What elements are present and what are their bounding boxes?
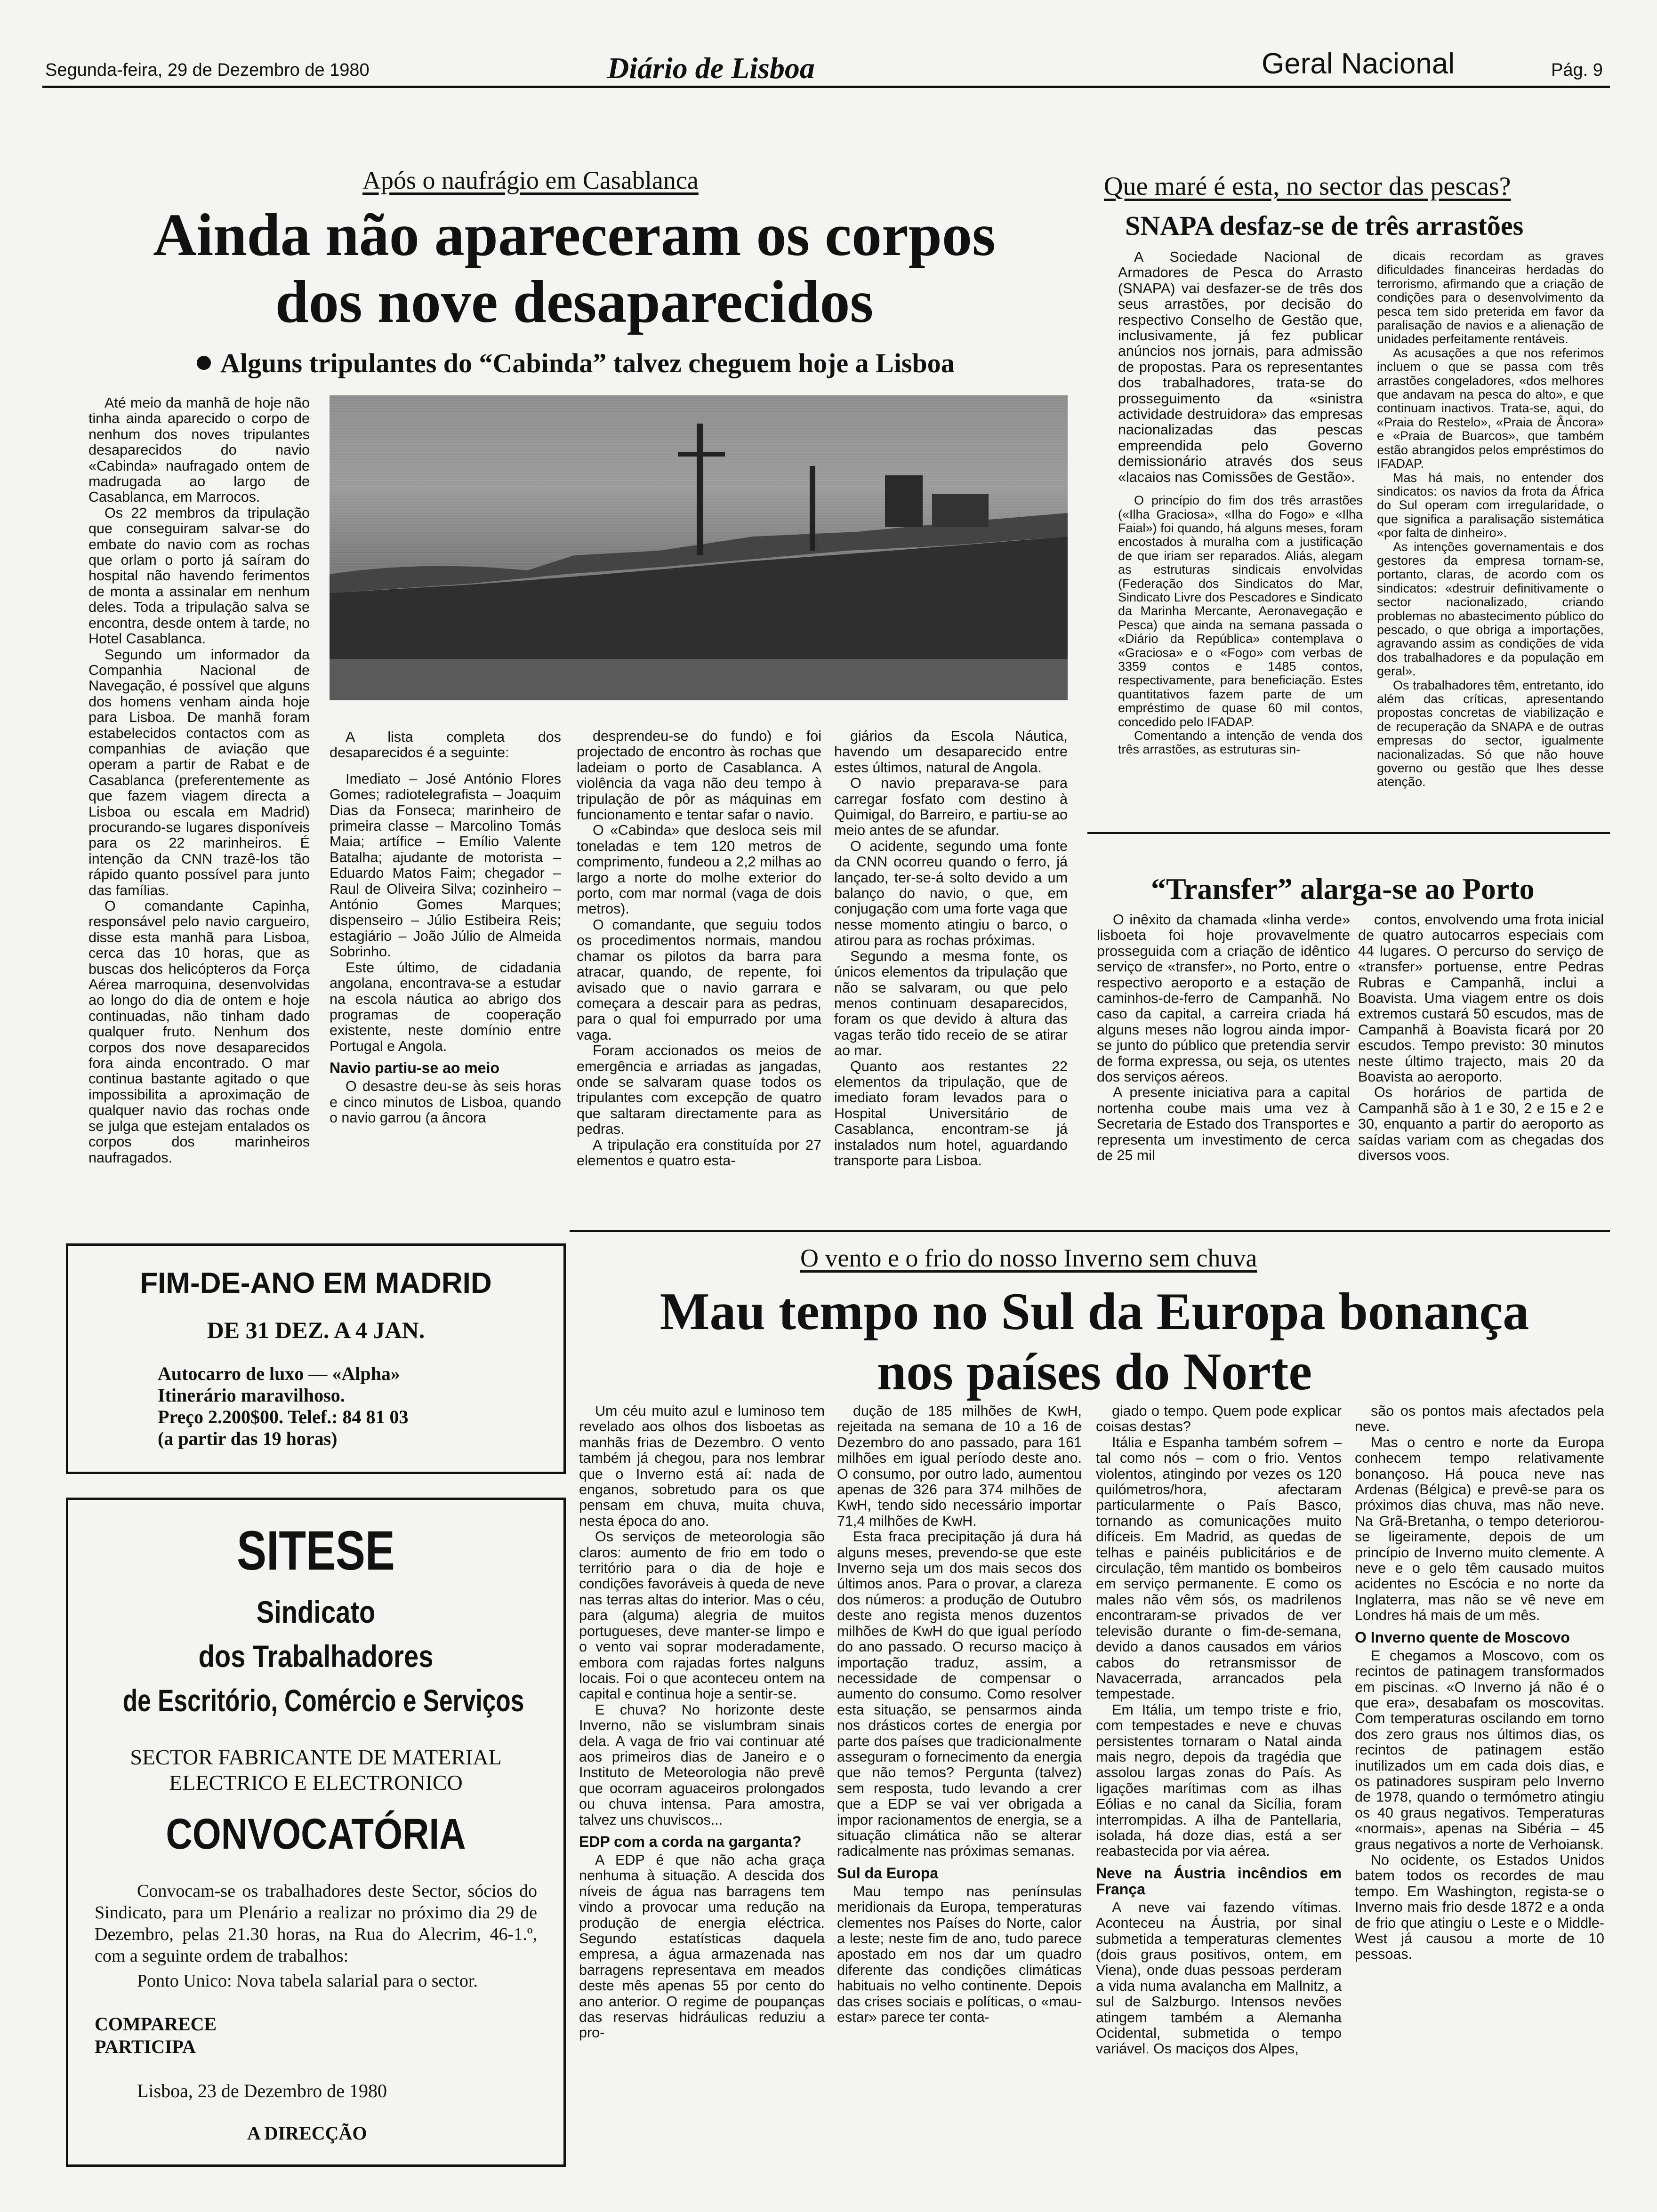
page-number: Pág. 9 xyxy=(1551,60,1603,80)
bullet-icon xyxy=(197,356,211,370)
article2-col1: A Sociedade Nacional de Armadores de Pesca do Arrasto (SNAPA) vai desfazer-se de três dos seus arrastões, por decisão do respectivo Conselho de Gestão que, inclusivamente, já fez publicar anúncios nos jornais, para admissão de propostas. Para os representantes dos trabalhadores, trata-se do prosseguimento da «sinistra actividade destruidora» das empresas nacionalizadas das pescas empreendida pelo Governo demissionário através dos seus «lacaios nas Comissões de Gestão». O princípio do fim dos três arrastões («Ilha Graciosa», «Ilha do Fogo» e «Ilha Faial») foi quando, há alguns meses, foram encostados à muralha com a justificação de que iriam ser reparados. Aliás, alegam as estruturas sindicais envolvidas (Federação dos Sindicatos do Mar, Sindicato Livre dos Pescadores e Sindicato da Marinha Mercante, Aeronavegação e Pesca) que ainda na semana passada o «Diário da República» contemplava o «Graciosa» e o «Fogo» com verbas de 3359 contos e 1485 contos, respectivamente, para beneficiação. Estes quantitativos fazem parte de um empréstimo de quase 60 mil contos, concedido pelo IFADAP. Comentando a intenção de venda dos três arrastões, as estruturas sin- xyxy=(1118,249,1363,757)
article2-kicker: Que maré é esta, no sector das pescas? xyxy=(1104,172,1511,201)
article4-kicker: O vento e o frio do nosso Inverno sem chuva xyxy=(800,1244,1257,1272)
article2-col2: dicais recordam as graves dificuldades financeiras herdadas do terrorismo, afirmando que a criação de condições para o desenvolvimento da pesca tem sido preterida em favor da paralisação de navios e a alienação de unidades perfeitamente rentáveis. As acusações a que nos referimos incluem o que se passa com três arrastões congeladores, «dos melhores que andavam na pesca do alto», e que continuam inactivos. Trata-se, aqui, do «Praia do Restelo», «Praia de Âncora» e «Praia de Buarcos», que também estão abrangidos pelos empréstimos do IFADAP. Mas há mais, no entender dos sindicatos: os navios da frota da África do Sul operam com irregularidade, o que significa a paralisação sistemática «por falta de dinheiro». As intenções governamentais e dos gestores da empresa tornam-se, portanto, claras, de acordo com os sindicatos: «destruir definitivamente o sector nacionalizado, criando problemas no abastecimento público do pescado, o que obriga a importações, agravando assim as condições de vida dos trabalhadores e da população em geral». Os trabalhadores têm, entretanto, ido além das críticas, apresentando propostas concretas de viabilização e de recuperação da SNAPA e de outras empresas do sector, igualmente nacionalizadas. Só que não houve governo ou gestão que lhes desse atenção. xyxy=(1377,249,1604,789)
ad-madrid-line1: Autocarro de luxo — «Alpha» xyxy=(158,1363,400,1384)
ad-madrid-title: FIM-DE-ANO EM MADRID xyxy=(140,1267,492,1299)
ad-madrid xyxy=(66,1243,566,1474)
ship-photo xyxy=(330,395,1068,700)
article1-subhead: Alguns tripulantes do “Cabinda” talvez cheguem hoje a Lisboa xyxy=(220,348,955,378)
article4-col3: giado o tempo. Quem pode explicar coisas destas? Itália e Espanha também sofrem – tal como nós – com o frio. Ventos violentos, atingindo por vezes os 120 quilómetros/hora, afectaram particularmente o País Basco, tornando as comunicações muito difíceis. Em Madrid, as quedas de telhas e painéis publicitários e de circulação, têm mantido os bombeiros em serviço permanente. E como os males não vêm sós, os madrilenos encontraram-se privados de ver televisão durante o fim-de-semana, devido a danos causados em vários cabos do retransmissor de Navacerrada, arrancados pela tempestade. Em Itália, um tempo triste e frio, com tempestades e neve e chuvas persistentes tornaram o Natal ainda mais negro, depois da tragédia que assolou largas zonas do País. As ligações marítimas com as ilhas Eólias e no canal da Sicília, foram interrompidas. A ilha de Pantellaria, isolada, há doze dias, está a ser reabastecida por via aérea. Neve na Áustria incêndios em França A neve vai fazendo vítimas. Aconteceu na Áustria, por sinal submetida a temperaturas clementes (dois graus positivos, ontem, em Viena), onde duas pessoas perderam a vida numa avalancha em Mallnitz, a sul de Salzburgo. Intensos nevões atingem também a Alemanha Ocidental, submetida o tempo variável. Os maciços dos Alpes, xyxy=(1096,1403,1342,2057)
article4-headline-line2: nos países do Norte xyxy=(877,1343,1312,1401)
ad-madrid-line3: Preço 2.200$00. Telef.: 84 81 03 xyxy=(158,1406,409,1427)
page-date: Segunda-feira, 29 de Dezembro de 1980 xyxy=(45,60,370,80)
ad-sitese-sign: A DIRECÇÃO xyxy=(247,2123,367,2144)
ad-sitese-sector2: ELECTRICO E ELECTRONICO xyxy=(169,1771,463,1795)
article3-col2: contos, envolvendo uma frota inicial de quatro autocarros especiais com 44 lugares. O percurso do serviço de «transfer» portuense, entre Pedras Rubras e Campanhã, inclui a Boavista. Uma viagem entre os dois extremos custará 50 escudos, mas de Campanhã à Boavista ficará por 20 escudos. Tempo previsto: 30 minutos neste último trajecto, mais 20 da Boavista ao aeroporto. Os horários de partida de Campanhã são à 1 e 30, 2 e 15 e 2 e 30, enquanto a partir do aeroporto as saídas variam com as chegadas dos diversos voos. xyxy=(1358,912,1604,1164)
ad-sitese xyxy=(66,1498,566,2167)
newspaper-name: Diário de Lisboa xyxy=(607,51,815,85)
ad-sitese-order: Ponto Unico: Nova tabela salarial para o sector. xyxy=(137,1971,478,1991)
ad-madrid-line2: Itinerário maravilhoso. xyxy=(158,1385,345,1406)
article1-col3: desprendeu-se do fundo) e foi projectado de encontro às rochas que ladeiam o porto de Casablanca. A violência da vaga não deu tempo à tripulação de pôr as máquinas em funcionamento e tentar safar o navio. O «Cabinda» que desloca seis mil toneladas e tem 120 metros de comprimento, fundeou a 2,2 milhas ao largo a norte do molhe exterior do porto, com mar normal (vaga de dois metros). O comandante, que seguiu todos os procedimentos normais, mandou chamar os pilotos da barra para atracar, quando, de repente, foi avisado que o navio garrara e começara a descair para as pedras, para o qual foi empurrado por uma vaga. Foram accionados os meios de emergência e arriadas as jangadas, onde se salvaram quase todos os tripulantes com excepção de quatro que saltaram directamente para as pedras. A tripulação era constituída por 27 elementos e quatro esta- xyxy=(577,729,821,1169)
article1-kicker: Após o naufrágio em Casablanca xyxy=(362,166,699,194)
ad-madrid-line4: (a partir das 19 horas) xyxy=(158,1428,338,1449)
article4-col4-subhead: O Inverno quente de Moscovo xyxy=(1355,1628,1570,1646)
ad-sitese-comparece: COMPARECE xyxy=(95,2013,217,2035)
article4-col3-subhead: Neve na Áustria incêndios em França xyxy=(1096,1864,1342,1898)
article1-col4: giários da Escola Náutica, havendo um desaparecido entre estes últimos, natural de Angola. O navio preparava-se para carregar fosfato com destino à Quimigal, do Barreiro, e partiu-se ao meio antes de se afundar. O acidente, segundo uma fonte da CNN ocorreu quando o ferro, já lançado, ter-se-á solto devido a um balanço do navio, o que, em conjugação com uma forte vaga que nesse momento atingiu o barco, o atirou para as rochas próximas. Segundo a mesma fonte, os únicos elementos da tripulação que não se salvaram, ou que pelo menos continuam desaparecidos, foram os que devido à altura das vagas terão tido receio de se atirar ao mar. Quanto aos restantes 22 elementos da tripulação, que de imediato foram levados para o Hospital Universitário de Casablanca, encontram-se já instalados num hotel, aguardando transporte para Lisboa. xyxy=(834,729,1068,1169)
ad-sitese-participa: PARTICIPA xyxy=(95,2036,196,2057)
lower-divider xyxy=(570,1230,1610,1232)
article1-col1: Até meio da manhã de hoje não tinha ainda aparecido o corpo de nenhum dos noves tripulantes desaparecidos do navio «Cabinda» naufragado ontem de madrugada ao largo de Casablanca, em Marrocos. Os 22 membros da tripulação que conseguiram salvar-se do embate do navio com as rochas que orlam o porto já saíram do hospital não havendo ferimentos de monta a assinalar em nenhum deles. Toda a tripulação salva se encontra, desde ontem à tarde, no Hotel Casablanca. Segundo um informador da Companhia Nacional de Navegação, é possível que alguns dos homens venham ainda hoje para Lisboa. De manhã foram estabelecidos contactos com as companhias de aviação que operam a partir de Rabat e de Casablanca (preferentemente as que fazem viagem directa a Lisboa ou escala em Madrid) procurando-se lugares disponíveis para os 22 marinheiros. É intenção da CNN trazê-los tão rápido quanto possível para junto das famílias. O comandante Capinha, responsável pelo navio cargueiro, disse esta manhã para Lisboa, cerca das 10 horas, que as buscas dos helicópteros da Força Aérea marroquina, desenvolvidas ao longo do dia de ontem e hoje continuadas, não tinham dado qualquer fruto. Nenhum dos corpos dos nove desaparecidos fora ainda encontrado. O mar continua bastante agitado o que impossibilita a aproximação de qualquer navio das rochas onde se julga que estejam entalados os corpos dos marinheiros naufragados. xyxy=(88,395,310,1166)
ship-silhouette-icon xyxy=(330,395,1068,700)
ad-sitese-convocatoria: CONVOCATÓRIA xyxy=(166,1810,466,1858)
article4-col2: dução de 185 milhões de KwH, rejeitada na semana de 10 a 16 de Dezembro do ano passado, para 161 milhões em igual período deste ano. O consumo, por outro lado, aumentou apenas de 326 para 374 milhões de KwH, tendo sido necessário importar 71,4 milhões de KwH. Esta fraca precipitação já dura há alguns meses, prevendo-se que este Inverno seja um dos mais secos dos últimos anos. Para o provar, a clareza dos números: a produção de Outubro deste ano regista menos duzentos milhões de KwH do que igual período do ano passado. O recurso maciço à importação traduz, assim, a necessidade de compensar o aumento do consumo. Como resolver esta situação, se pensarmos ainda nos drásticos cortes de energia por parte dos países que tradicionalmente asseguram o fornecimento da energia que não temos? Pergunta (talvez) sem resposta, tudo levando a crer que a EDP se vai ver obrigada a impor racionamentos de energia, se a situação climática não se alterar radicalmente nas próximas semanas. Sul da Europa Mau tempo nas penínsulas meridionais da Europa, temperaturas clementes nos Países do Norte, calor a leste; neste fim de ano, tudo parece apostado em nos dar um quadro diferente das condições climáticas habituais no velho continente. Depois das crises sociais e políticas, o «mau-estar» parece ter conta- xyxy=(837,1403,1082,2026)
article4-col2-subhead: Sul da Europa xyxy=(837,1864,939,1882)
ad-sitese-line3: de Escritório, Comércio e Serviços xyxy=(122,1683,524,1718)
article4-col1-subhead: EDP com a corda na garganta? xyxy=(579,1833,802,1850)
article3-col1: O inêxito da chamada «linha verde» lisboeta foi hoje provavelmente prosseguida com a criação de idêntico serviço de «transfer», no Porto, entre o respectivo aeroporto e a estação de caminhos-de-ferro de Campanhã. No caso da capital, a carreira criada há alguns meses não logrou ainda impor-se junto do público que pretendia servir de forma expressa, ou seja, os utentes dos serviços aéreos. A presente iniciativa para a capital nortenha coube mais uma vez à Secretaria de Estado dos Transportes e representa um investimento de cerca de 25 mil xyxy=(1097,912,1350,1164)
ad-sitese-date: Lisboa, 23 de Dezembro de 1980 xyxy=(137,2080,387,2101)
ad-sitese-sector1: SECTOR FABRICANTE DE MATERIAL xyxy=(130,1745,502,1769)
ad-sitese-line1: Sindicato xyxy=(256,1595,376,1629)
ad-sitese-title: SITESE xyxy=(237,1520,395,1582)
masthead-rule xyxy=(42,86,1610,88)
section-name: Geral Nacional xyxy=(1262,48,1455,80)
article1-headline-line1: Ainda não apareceram os corpos xyxy=(153,201,996,268)
article4-col1: Um céu muito azul e luminoso tem revelado aos olhos dos lisboetas as manhãs frias de Dezembro. O vento também já chegou, para nos lembrar que o Inverno está aí: nada de enganos, sobretudo para os que pensam em chuva, muita chuva, nesta época do ano. Os serviços de meteorologia são claros: aumento de frio em todo o território para o dia de hoje e condições favoráveis à queda de neve nas terras altas do interior. Mas o céu, para (alguma) alegria de muitos portugueses, deve manter-se limpo e o vento vai soprar moderadamente, embora com rajadas fortes nalguns locais. Foi o que aconteceu ontem na capital e continua hoje a sentir-se. E chuva? No horizonte deste Inverno, não se vislumbram sinais dela. A vaga de frio vai continuar até aos primeiros dias de Janeiro e o Instituto de Meteorologia não prevê que ocorram aguaceiros prolongados ou chuva intensa. Para amostra, talvez uns chuviscos... EDP com a corda na garganta? A EDP é que não acha graça nenhuma à situação. A descida dos níveis de água nas barragens tem vindo a provocar uma redução na produção de energia eléctrica. Segundo estatísticas daquela empresa, a água armazenada nas barragens representava em meados deste mês apenas 55 por cento do ano anterior. O regime de poupanças das reservas hidráulicas reduziu a pro- xyxy=(579,1403,825,2041)
article1-col2-subhead: Navio partiu-se ao meio xyxy=(330,1059,499,1077)
article3-headline: “Transfer” alarga-se ao Porto xyxy=(1151,872,1535,906)
article2-bottom-rule xyxy=(1087,832,1610,834)
ad-sitese-body: Convocam-se os trabalhadores deste Sector, sócios do Sindicato, para um Plenário a realizar no próximo dia 29 de Dezembro, pelas 21.30 horas, na Rua do Alecrim, 46-1.º, com a seguinte ordem de trabalhos: xyxy=(95,1881,537,1966)
article1-col2: A lista completa dos desaparecidos é a seguinte: Imediato – José António Flores Gomes; radiotelegrafista – Joaquim Dias da Fonseca; marinheiro de primeira classe – Marcolino Tomás Maia; artífice – Emílio Valente Batalha; ajudante de motorista – Eduardo Matos Faim; chegador – Raul de Oliveira Silva; cozinheiro – António Gomes Marques; dispenseiro – Júlio Estibeira Reis; estagiário – João Júlio de Almeida Sobrinho. Este último, de cidadania angolana, encontrava-se a estudar na escola náutica ao abrigo dos programas de cooperação existente, neste domínio entre Portugal e Angola. Navio partiu-se ao meio O desastre deu-se às seis horas e cinco minutos de Lisboa, quando o navio garrou (a âncora xyxy=(330,729,561,1126)
article1-headline-line2: dos nove desaparecidos xyxy=(275,268,874,335)
article2-headline: SNAPA desfaz-se de três arrastões xyxy=(1125,210,1524,241)
article4-col4: são os pontos mais afectados pela neve. Mas o centro e norte da Europa conhecem tempo relativamente bonançoso. Há pouca neve nas Ardenas (Bélgica) e prevê-se para os próximos dias chuva, mas não neve. Na Grã-Bretanha, o tempo deteriorou-se ligeiramente, depois de um princípio de Inverno muito clemente. A neve e o gelo têm causado muitos acidentes no Escócia e no norte da Inglaterra, mas não se vê neve em Londres há mais de um mês. O Inverno quente de Moscovo E chegamos a Moscovo, com os recintos de patinagem transformados em piscinas. «O Inverno já não é o que era», desabafam os moscovitas. Com temperaturas oscilando em torno dos zero graus nos últimos dias, os recintos de patinagem estão inutilizados um em cada dois dias, e os patinadores suspiram pelo Inverno de 1978, quando o termómetro atingiu os 40 graus negativos. Temperaturas «normais», apenas na Sibéria – 45 graus negativos a norte de Verhoiansk. No ocidente, os Estados Unidos batem todos os recordes de mau tempo. Em Washington, regista-se o Inverno mais frio desde 1872 e a onda de frio que atingiu o Leste e o Middle-West já causou a morte de 10 pessoas. xyxy=(1355,1403,1604,1963)
article4-headline-line1: Mau tempo no Sul da Europa bonança xyxy=(660,1282,1529,1341)
ad-madrid-dates: DE 31 DEZ. A 4 JAN. xyxy=(207,1317,425,1343)
ad-sitese-line2: dos Trabalhadores xyxy=(198,1639,434,1674)
